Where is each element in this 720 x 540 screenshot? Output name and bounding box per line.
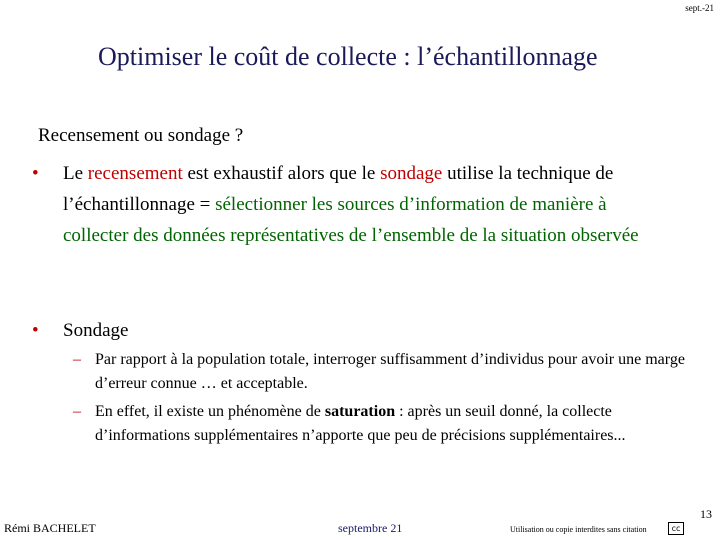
page-number: 13 xyxy=(700,507,712,521)
footer-author: Rémi BACHELET xyxy=(4,521,96,535)
intro-question: Recensement ou sondage ? xyxy=(38,125,244,146)
bullet-dot: • xyxy=(32,320,39,341)
cc-license-icon: cc xyxy=(668,522,684,535)
sub-bullet-text: En effet, il existe un phénomène de saturation : après un seuil donné, la collecte d’informations supplémentaires n’apporte que peu de précisions supplémentaires... xyxy=(95,403,626,444)
term-saturation: saturation xyxy=(324,403,396,420)
footer-date: septembre 21 xyxy=(338,521,403,535)
term-recensement: recensement xyxy=(87,163,183,184)
header-date: sept.-21 xyxy=(685,3,714,13)
footer-copyright-note: Utilisation ou copie interdites sans citation xyxy=(510,525,647,534)
dash-marker: – xyxy=(73,351,81,368)
slide-title: Optimiser le coût de collecte : l’échantillonnage xyxy=(98,42,598,71)
definition-text: sélectionner les sources d’information de manière à collecter des données représentatives de l’ensemble de la situation observée xyxy=(63,194,639,246)
sub-bullet-text: Par rapport à la population totale, interroger suffisamment d’individus pour avoir une marge d’erreur connue … et acceptable. xyxy=(95,351,685,392)
bullet-label: Sondage xyxy=(63,320,129,341)
bullet-text: Le recensement est exhaustif alors que le sondage utilise la technique de l’échantillonnage = sélectionner les sources d’information de manière à collecter des données représentatives de l’ensemble de la situation observée xyxy=(63,163,639,246)
bullet-dot: • xyxy=(32,163,39,184)
term-sondage: sondage xyxy=(380,163,443,184)
dash-marker: – xyxy=(73,403,81,420)
